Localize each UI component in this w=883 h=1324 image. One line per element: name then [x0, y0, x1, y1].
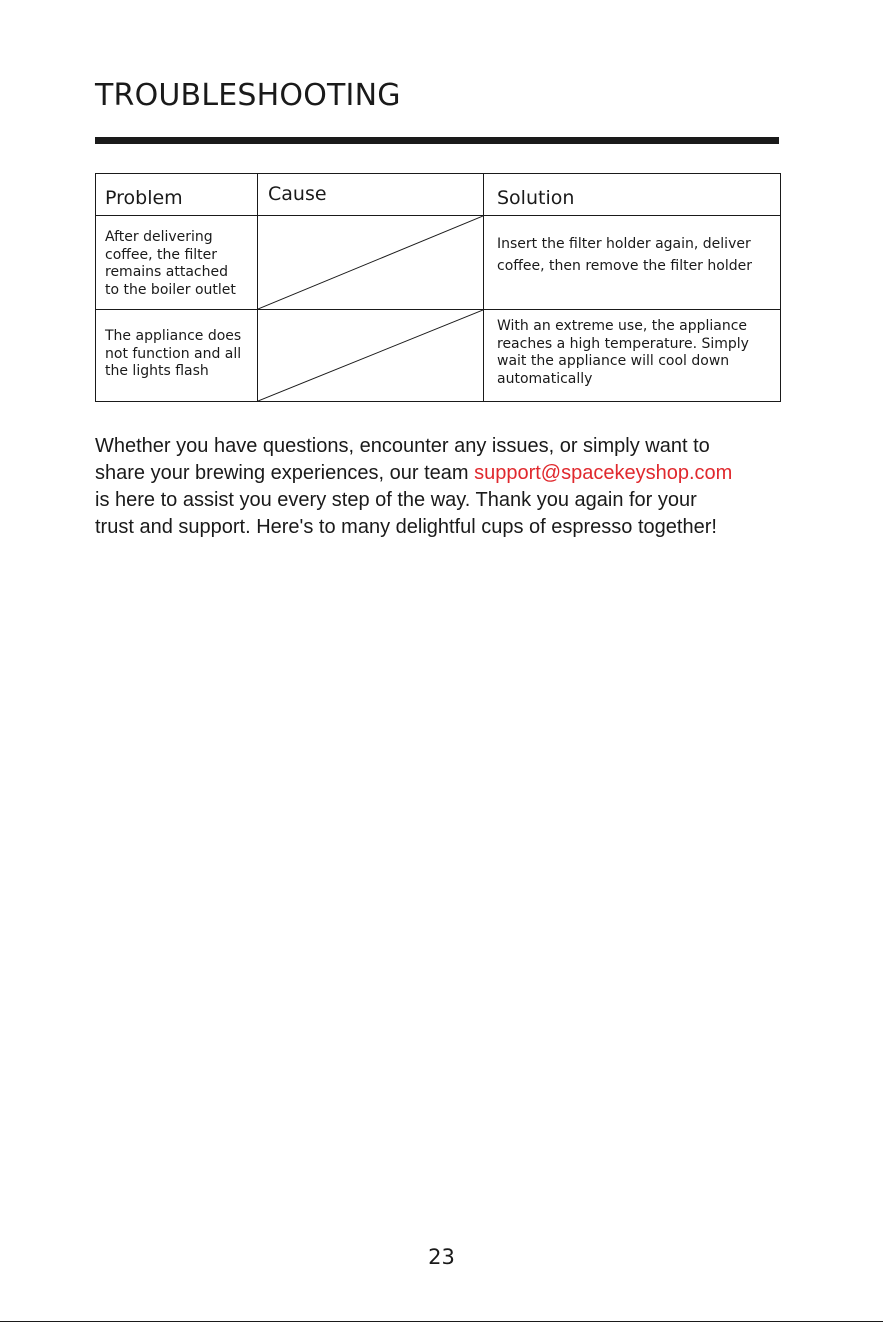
solution-text: [484, 310, 780, 388]
solution-text: [484, 216, 780, 277]
problem-text: [96, 216, 257, 299]
note-line-2: [95, 460, 795, 487]
table-row: [96, 310, 781, 402]
cause-cell-empty: [258, 216, 484, 310]
problem-text: [96, 310, 257, 381]
problem-cell: [96, 216, 258, 310]
table-header-row: [96, 174, 781, 216]
note-line-3: is here to assist you every step of the way. Thank you again for your: [95, 489, 697, 511]
solution-line: Insert the filter holder again, deliver: [497, 236, 751, 252]
problem-line: remains attached: [105, 264, 228, 280]
solution-line: reaches a high temperature. Simply: [497, 335, 749, 352]
bottom-divider: [0, 1321, 883, 1322]
problem-line: the lights flash: [105, 363, 209, 379]
page-number: 23: [428, 1245, 455, 1269]
solution-line: wait the appliance will cool down: [497, 353, 730, 369]
solution-line: coffee, then remove the filter holder: [497, 258, 752, 274]
support-note: [95, 433, 795, 541]
diagonal-strike: [258, 310, 483, 401]
title-divider: [95, 137, 779, 144]
problem-line: not function and all: [105, 345, 242, 362]
problem-line: The appliance does: [105, 328, 242, 344]
table-row: [96, 216, 781, 310]
solution-cell: [484, 310, 781, 402]
problem-line: to the boiler outlet: [105, 281, 236, 298]
header-solution: Solution: [497, 187, 575, 209]
header-cause: Cause: [268, 183, 327, 205]
problem-cell: [96, 310, 258, 402]
solution-line: automatically: [497, 370, 593, 387]
troubleshooting-table: [95, 173, 780, 402]
header-problem-cell: [96, 174, 258, 216]
solution-cell: [484, 216, 781, 310]
diagonal-strike: [258, 216, 483, 309]
page-title: TROUBLESHOOTING: [95, 78, 401, 113]
cause-cell-empty: [258, 310, 484, 402]
header-solution-cell: [484, 174, 781, 216]
note-line-4: trust and support. Here's to many delightful cups of espresso together!: [95, 516, 717, 538]
note-line-2-text: share your brewing experiences, our team: [95, 462, 475, 484]
header-cause-cell: [258, 174, 484, 216]
solution-line: With an extreme use, the appliance: [497, 318, 748, 334]
header-problem: Problem: [105, 187, 183, 209]
support-email-link[interactable]: support@spacekeyshop.com: [474, 462, 733, 484]
problem-line: After delivering: [105, 229, 213, 245]
problem-line: coffee, the filter: [105, 246, 218, 263]
note-line-1: Whether you have questions, encounter any issues, or simply want to: [95, 435, 710, 457]
